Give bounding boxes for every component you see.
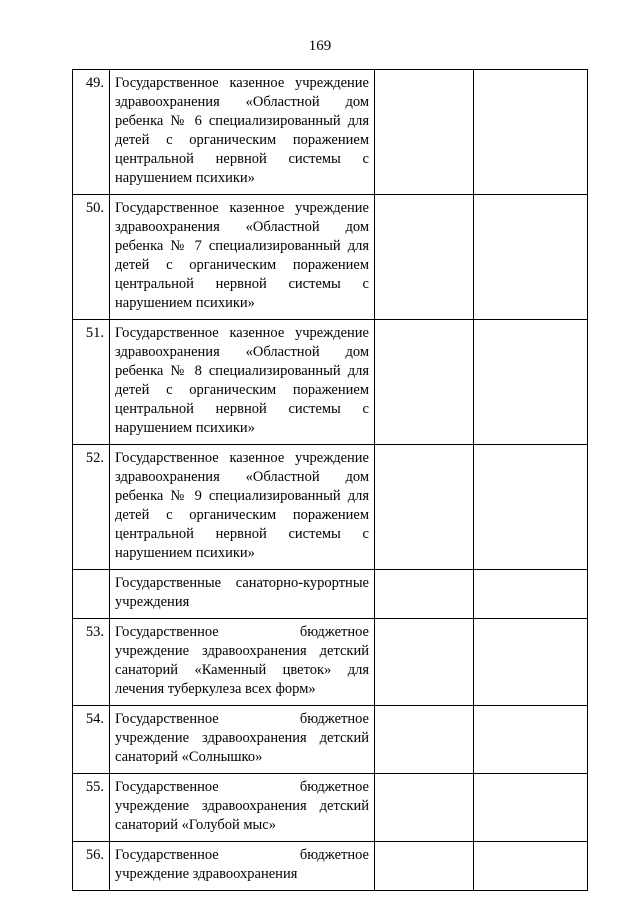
institution-name-line: учреждения <box>115 594 190 610</box>
table-row <box>73 774 588 842</box>
institution-name <box>110 570 375 619</box>
institution-name-line: центральной нервной системы с <box>115 401 369 417</box>
empty-cell <box>375 570 474 619</box>
registry-rows <box>73 70 588 891</box>
row-number: 54. <box>73 706 110 774</box>
empty-cell <box>375 774 474 842</box>
institution-name-line: здравоохранения «Областной дом <box>115 94 369 110</box>
empty-cell <box>375 195 474 320</box>
institution-name-line: нарушением психики» <box>115 170 255 186</box>
institution-name <box>110 774 375 842</box>
institution-name <box>110 445 375 570</box>
registry-table <box>72 69 588 891</box>
institution-name-line: учреждение здравоохранения детский <box>115 730 369 746</box>
institution-name-line: детей с органическим поражением <box>115 257 369 273</box>
empty-cell <box>474 842 588 891</box>
institution-name <box>110 619 375 706</box>
institution-name-line: детей с органическим поражением <box>115 382 369 398</box>
empty-cell <box>474 70 588 195</box>
empty-cell <box>474 445 588 570</box>
row-number <box>73 570 110 619</box>
table-row <box>73 445 588 570</box>
institution-name-line: детей с органическим поражением <box>115 507 369 523</box>
institution-name-line: ребенка № 9 специализированный для <box>115 488 369 504</box>
institution-name-line: Государственное казенное учреждение <box>115 75 369 91</box>
table-row <box>73 842 588 891</box>
institution-name-line: учреждение здравоохранения <box>115 866 298 882</box>
institution-name-line: лечения туберкулеза всех форм» <box>115 681 316 697</box>
institution-name-line: санаторий «Каменный цветок» для <box>115 662 369 678</box>
institution-name-line: нарушением психики» <box>115 420 255 436</box>
institution-name-line: Государственное бюджетное <box>115 847 369 863</box>
institution-name-line: центральной нервной системы с <box>115 276 369 292</box>
table-row <box>73 619 588 706</box>
institution-name-line: ребенка № 8 специализированный для <box>115 363 369 379</box>
table-row <box>73 70 588 195</box>
institution-name-line: Государственное бюджетное <box>115 711 369 727</box>
table-row <box>73 195 588 320</box>
empty-cell <box>375 445 474 570</box>
institution-name-line: Государственное казенное учреждение <box>115 450 369 466</box>
institution-name <box>110 842 375 891</box>
institution-name-line: здравоохранения «Областной дом <box>115 344 369 360</box>
empty-cell <box>375 70 474 195</box>
institution-name <box>110 195 375 320</box>
empty-cell <box>375 842 474 891</box>
institution-name-line: санаторий «Голубой мыс» <box>115 817 276 833</box>
institution-name-line: ребенка № 6 специализированный для <box>115 113 369 129</box>
table-row <box>73 570 588 619</box>
institution-name-line: центральной нервной системы с <box>115 526 369 542</box>
empty-cell <box>474 320 588 445</box>
row-number: 49. <box>73 70 110 195</box>
institution-name-line: центральной нервной системы с <box>115 151 369 167</box>
row-number: 52. <box>73 445 110 570</box>
institution-name-line: детей с органическим поражением <box>115 132 369 148</box>
institution-name-line: нарушением психики» <box>115 545 255 561</box>
empty-cell <box>474 706 588 774</box>
institution-name-line: здравоохранения «Областной дом <box>115 219 369 235</box>
institution-name-line: учреждение здравоохранения детский <box>115 798 369 814</box>
empty-cell <box>375 619 474 706</box>
institution-name-line: нарушением психики» <box>115 295 255 311</box>
empty-cell <box>375 706 474 774</box>
row-number: 53. <box>73 619 110 706</box>
institution-name <box>110 320 375 445</box>
institution-name-line: Государственное бюджетное <box>115 624 369 640</box>
institution-name-line: здравоохранения «Областной дом <box>115 469 369 485</box>
empty-cell <box>474 774 588 842</box>
row-number: 50. <box>73 195 110 320</box>
row-number: 51. <box>73 320 110 445</box>
table-row <box>73 706 588 774</box>
row-number: 55. <box>73 774 110 842</box>
row-number: 56. <box>73 842 110 891</box>
institution-name-line: санаторий «Солнышко» <box>115 749 263 765</box>
institution-name <box>110 70 375 195</box>
institution-name-line: Государственное казенное учреждение <box>115 325 369 341</box>
institution-name-line: Государственное бюджетное <box>115 779 369 795</box>
institution-name-line: ребенка № 7 специализированный для <box>115 238 369 254</box>
institution-name-line: Государственное казенное учреждение <box>115 200 369 216</box>
institution-name-line: Государственные санаторно-курортные <box>115 575 369 591</box>
empty-cell <box>375 320 474 445</box>
institution-name <box>110 706 375 774</box>
empty-cell <box>474 195 588 320</box>
empty-cell <box>474 570 588 619</box>
table-row <box>73 320 588 445</box>
empty-cell <box>474 619 588 706</box>
page-number: 169 <box>308 38 332 54</box>
institution-name-line: учреждение здравоохранения детский <box>115 643 369 659</box>
